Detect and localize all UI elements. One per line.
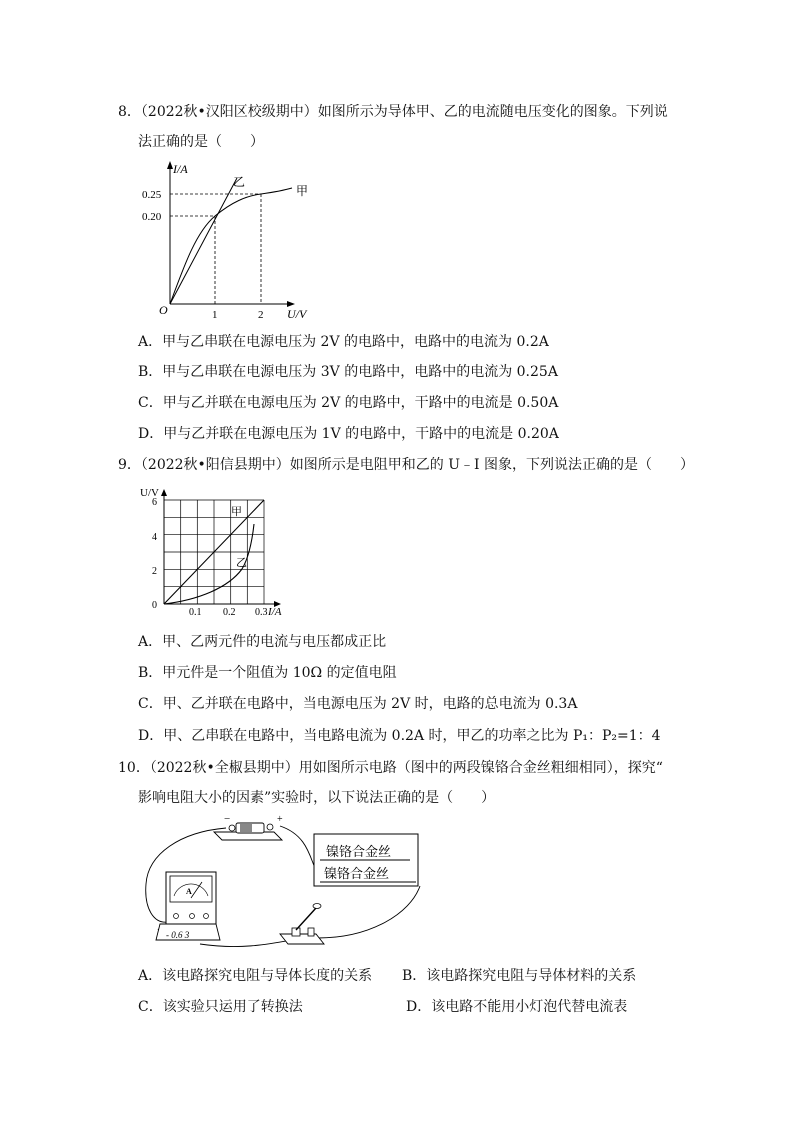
q8-option-d: D．甲与乙并联在电源电压为 1V 的电路中，干路中的电流是 0.20A (138, 426, 559, 442)
q8-x-label: U/V (287, 307, 307, 321)
q8-option-b: B．甲与乙串联在电源电压为 3V 的电路中，电路中的电流为 0.25A (138, 364, 558, 380)
q8-label-jia: 甲 (296, 184, 309, 198)
q9-xtick-02: 0.2 (223, 607, 236, 618)
q9-option-b: B．甲元件是一个阻值为 10Ω 的定值电阻 (138, 665, 397, 681)
q8-option-c: C．甲与乙并联在电源电压为 2V 的电路中，干路中的电流是 0.50A (138, 395, 559, 411)
battery-plus-label: + (277, 814, 283, 825)
q10-option-d: D．该电路不能用小灯泡代替电流表 (406, 999, 628, 1015)
q8-stem-line1: 8．（2022秋•汉阳区校级期中）如图所示为导体甲、乙的电流随电压变化的图象。下列说 (118, 104, 668, 120)
q8-ytick-020: 0.20 (142, 211, 162, 223)
battery (214, 814, 283, 840)
q8-origin-label: O (159, 303, 168, 317)
q9-stem-line1: 9．（2022秋•阳信县期中）如图所示是电阻甲和乙的 U﹣I 图象，下列说法正确的是（ ） (118, 457, 695, 473)
battery-minus-label: − (224, 814, 231, 825)
q8-curve-jia (170, 188, 292, 304)
q9-label-yi: 乙 (236, 557, 247, 569)
ammeter-terminals-label: - 0.6 3 (166, 930, 190, 940)
ammeter (156, 872, 220, 940)
wire-label-1: 镍铬合金丝 (326, 844, 392, 859)
q9-option-c: C．甲、乙并联在电路中，当电源电压为 2V 时，电路的总电流为 0.3A (138, 696, 578, 712)
q8-y-label: I/A (173, 162, 188, 176)
q10-option-c: C．该实验只运用了转换法 (138, 999, 303, 1015)
q9-ytick-4: 4 (152, 532, 157, 543)
knife-switch (280, 904, 324, 945)
alloy-wire-board (314, 834, 418, 886)
q8-line-yi (170, 178, 237, 304)
q8-iv-graph (140, 158, 310, 323)
q10-option-b: B．该电路探究电阻与导体材料的关系 (402, 968, 637, 984)
q9-ytick-2: 2 (152, 566, 157, 577)
q9-ytick-0: 0 (152, 600, 157, 611)
q9-ytick-6: 6 (152, 497, 157, 508)
ammeter-a-label: A (186, 887, 192, 896)
q9-y-label: U/V (140, 487, 159, 499)
wire-label-2: 镍铬合金丝 (324, 866, 390, 881)
q9-option-a: A．甲、乙两元件的电流与电压都成正比 (138, 634, 387, 650)
q9-xtick-03: 0.3 (255, 607, 268, 618)
q9-label-jia: 甲 (231, 506, 242, 518)
q10-stem-line2: 影响电阻大小的因素”实验时，以下说法正确的是（ ） (138, 790, 496, 806)
q10-circuit-figure (140, 814, 440, 956)
q8-label-yi: 乙 (233, 175, 246, 189)
q8-xtick-1: 1 (212, 309, 218, 321)
q9-y-arrow (161, 489, 167, 496)
q9-ui-graph (138, 484, 298, 619)
q8-xtick-2: 2 (258, 309, 264, 321)
q10-option-a: A．该电路探究电阻与导体长度的关系 (138, 968, 373, 984)
q10-stem-line1: 10．（2022秋•全椒县期中）用如图所示电路（图中的两段镍铬合金丝粗细相同），探究“ (118, 760, 663, 776)
q9-xtick-01: 0.1 (189, 607, 202, 618)
q8-option-a: A．甲与乙串联在电源电压为 2V 的电路中，电路中的电流为 0.2A (138, 334, 549, 350)
q8-stem-line2: 法正确的是（ ） (138, 134, 264, 150)
q9-option-d: D．甲、乙串联在电路中，当电路电流为 0.2A 时，甲乙的功率之比为 P₁：P₂=1：4 (138, 728, 661, 744)
q9-x-label: I/A (268, 606, 282, 618)
q8-ytick-025: 0.25 (142, 189, 162, 201)
